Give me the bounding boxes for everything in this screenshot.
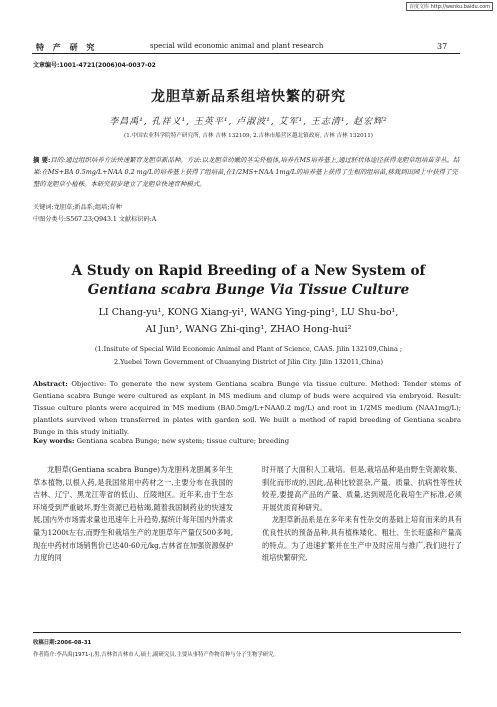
english-abstract [33, 378, 461, 438]
chinese-abstract-text: 目的:通过组织培养方法快速繁育龙胆草新品种。方法:以龙胆草幼嫩的茎尖外植体,培养在MS培养基上,通过胚状体途径获得龙胆草组培苗芽丛。结果:在MS+BA 0.5mg/L+NAA 0.2 mg/L的培养基上获得了组培苗,在1/2MS+NAA 1mg/L的培养基上获得了生根的组培苗,移栽到田园土中获得了完整的龙胆草小植株。本研究初步建立了龙胆草快速育种模式。 [33, 156, 460, 188]
english-title-line1: A Study on Rapid Breeding of a New System of [71, 263, 426, 279]
chinese-keywords: 关键词:龙胆草;新品系;组培;育种 [33, 204, 122, 211]
english-authors-line2: AI Jun¹, WANG Zhi-qing¹, ZHAO Hong-hui² [145, 324, 352, 335]
english-title-line2: Gentiana scabra Bunge Via Tissue Culture [87, 282, 410, 298]
running-header-section: 特 产 研 究 [36, 42, 98, 52]
chinese-affiliation: (1.中国农业科学院特产研究所, 吉林 吉林 132109, 2.吉林市船营区越北镇政府, 吉林 吉林 132011) [124, 133, 373, 139]
running-header-journal: special wild economic animal and plant research [150, 42, 324, 50]
english-keywords-text: Gentiana scabra Bunge; new system; tissue culture; breeding [76, 437, 290, 445]
chinese-abstract [33, 154, 461, 190]
english-keywords-label: Key words: [33, 437, 75, 445]
chinese-authors: 李昌禹¹, 孔祥义¹, 王英平¹, 卢淑波¹, 艾军¹, 王志清¹, 赵宏辉² [109, 117, 388, 127]
english-abstract-label: Abstract: [33, 380, 68, 388]
english-affiliation-line2: 2.Yuebei Town Government of Chuanying District of Jilin City. Jilin 132011,China) [113, 358, 384, 366]
english-affiliation-line1: (1.Insitute of Special Wild Economic Animal and Plant of Science, CAAS. Jilin 132109,China ; [94, 345, 403, 353]
received-date: 收稿日期:2006-08-31 [33, 640, 92, 646]
chinese-abstract-label: 摘 要: [33, 156, 51, 164]
author-introduction: 作者简介:李昌禹(1971-),男,吉林省吉林市人,硕士,副研究员,主要从事特产作物育种与分子生物学研究。 [33, 652, 279, 658]
footnote-rule [33, 632, 461, 633]
english-abstract-text: Objective: To generate the new system Gentiana scabra Bunge via tissue culture. Method: Tender stems of Gentiana scabra Bunge were cultured as explant in MS medium and clump of buds were acquired via embryoid. Result: Tissue culture plants were acquired in MS medium (BA0.5mg/L+NAA0.2 mg/L) and root in 1/2MS medium (NAA1mg/L); plantlets survived when transferred in plates with garden soil. We built a method of rapid breeding of Gentiana scabra Bunge in this study initially. [33, 380, 461, 436]
english-authors-line1: LI Chang-yu¹, KONG Xiang-yi¹, WANG Ying-ping¹, LU Shu-bo¹, [98, 307, 399, 318]
body-column-right: 时开展了大面积人工栽培。但是,栽培品种是由野生资源收集、驯化而形成的,因此,品种比较混杂,产量、质量、抗病性等性状较差,要提高产品的产量、质量,达到规范化栽培生产标准,必须开展优质育种研究。 龙胆草新品系是在多年来有性杂交的基础上培育而来的具有优良性状的预备品种,具有植株矮化、粗壮、生长旺盛和产量高的特点。为了进速扩繁并在生产中及时应用与推广,我们进行了组培快繁研究, [262, 465, 462, 563]
watermark-badge: 百度文库 http://wenku.baidu.com [406, 2, 493, 11]
english-keywords [33, 437, 289, 445]
body-column-left: 龙胆草(Gentiana scabra Bunge)为龙胆科龙胆属多年生草本植物,以根入药,是我国常用中药材之一,主要分布在我国的吉林、辽宁、黑龙江等省的低山、丘陵地区。近年来,由于生态环境受到严重破坏,野生资源已趋枯竭,随着我国制药业的快速发展,国内外市场需求量也迅速年上升趋势,据统计每年国内外需求量为1200t左右,而野生和栽培生产的龙胆草年产量仅500多吨,现在中药材市场销售价已达40-60元/kg,吉林省在加强资源保护力度的同 [33, 465, 233, 563]
page-number: 37 [437, 42, 448, 51]
classification-codes: 中图分类号:S567.23;Q943.1 文献标识码:A [33, 216, 157, 223]
chinese-title: 龙胆草新品系组培快繁的研究 [151, 89, 346, 105]
header-rule [32, 53, 460, 54]
article-number: 文章编号:1001-4721(2006)04-0037-02 [33, 62, 156, 69]
